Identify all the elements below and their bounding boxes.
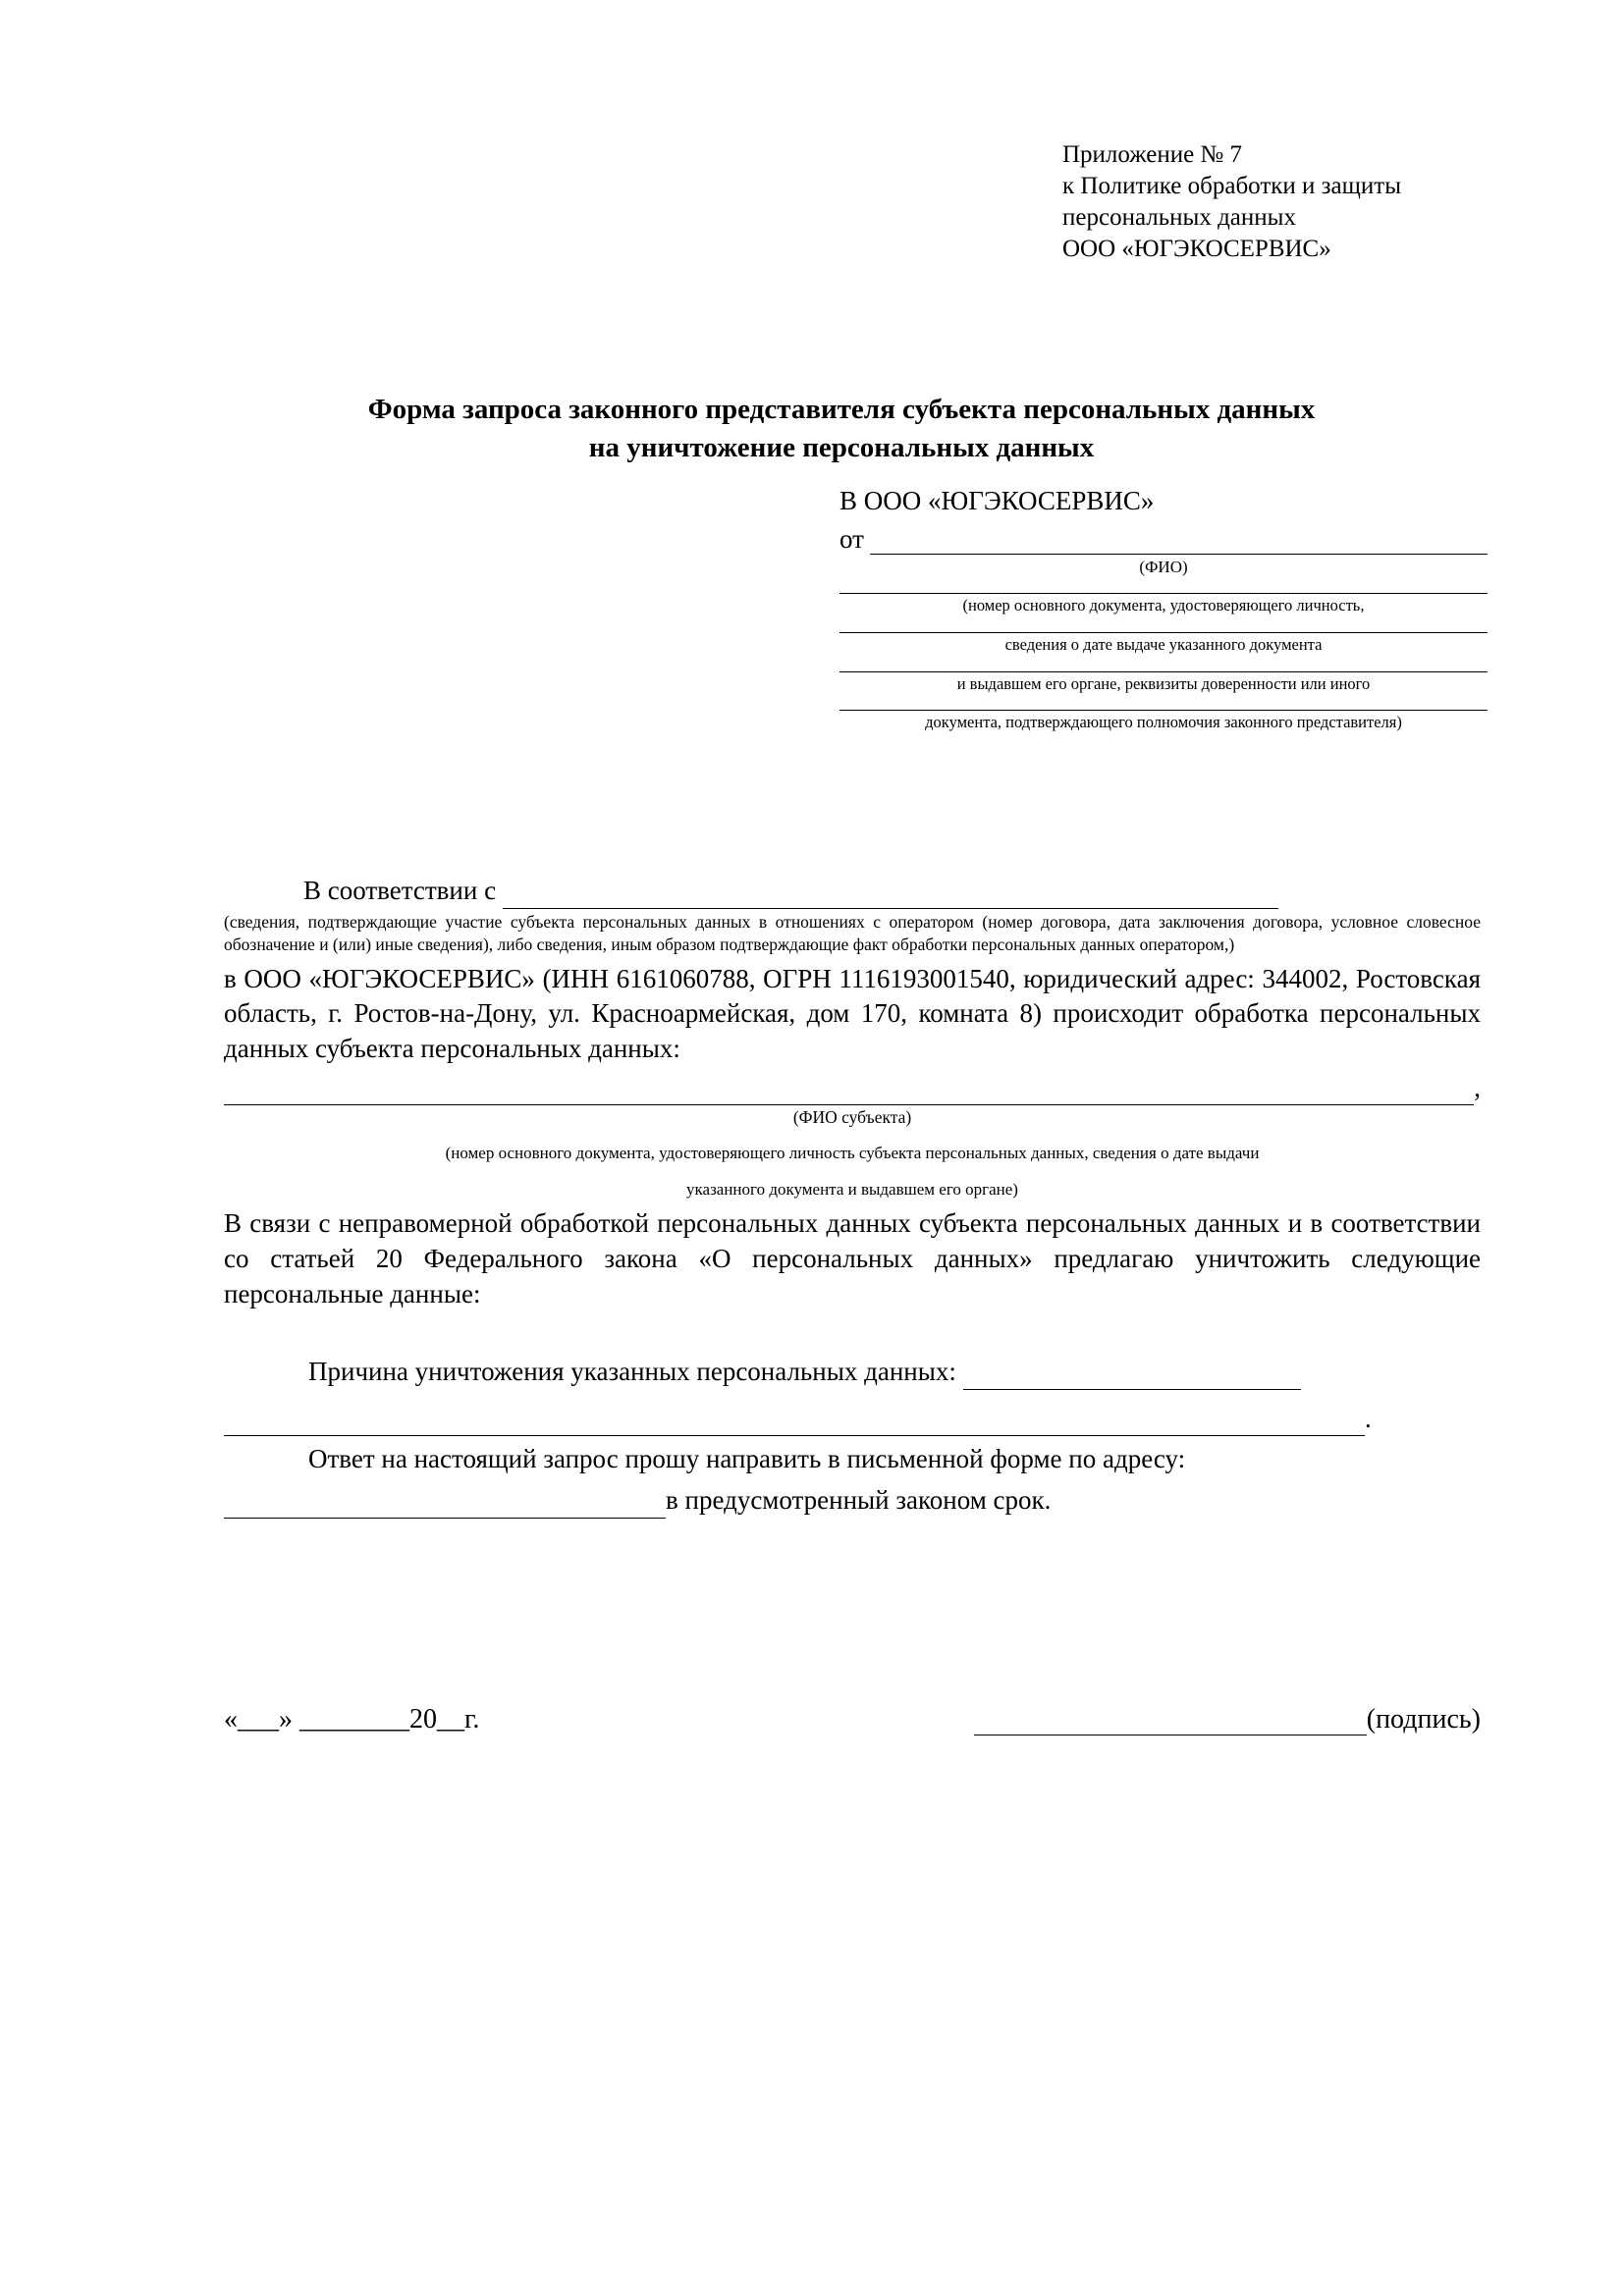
from-fio-input[interactable]	[870, 529, 1488, 555]
appendix-policy-line-1: к Политике обработки и защиты	[1062, 173, 1402, 199]
doc-power-caption: документа, подтверждающего полномочия законного представителя)	[925, 713, 1402, 732]
answer-paragraph: Ответ на настоящий запрос прошу направить в письменной форме по адресу:	[308, 1444, 1186, 1474]
addressee-block	[839, 486, 1488, 733]
document-body	[224, 874, 1481, 1519]
appendix-number: Приложение № 7	[1062, 141, 1243, 168]
title-line-1: Форма запроса законного представителя субъекта персональных данных	[367, 394, 1316, 425]
addressee-organization: В ООО «ЮГЭКОСЕРВИС»	[839, 486, 1155, 515]
doc-number-row	[839, 593, 1488, 594]
signature-caption: (подпись)	[1366, 1704, 1481, 1735]
appendix-header	[1062, 139, 1573, 265]
accordance-row	[224, 874, 1481, 909]
accordance-label: В соответствии с	[303, 876, 497, 905]
reason-end-dot: .	[1365, 1403, 1372, 1433]
answer-address-tail: в предусмотренный законом срок.	[666, 1485, 1052, 1516]
doc-organ-caption: и выдавшем его органе, реквизиты доверенности или иного	[956, 673, 1371, 693]
answer-address-input[interactable]	[224, 1496, 666, 1519]
reason-continue-row	[224, 1402, 1481, 1437]
signature-line[interactable]	[974, 1713, 1367, 1735]
operator-paragraph: в ООО «ЮГЭКОСЕРВИС» (ИНН 6161060788, ОГРН 1116193001540, юридический адрес: 344002, Ростовская область, г. Ростов-на-Дону, ул. Красноармейская, дом 170, комната 8) происходит обработка персональных данных субъекта персональных данных:	[224, 963, 1481, 1064]
request-paragraph: В связи с неправомерной обработкой персональных данных субъекта персональных данных и в соответствии со статьей 20 Федерального закона «О персональных данных» предлагаю уничтожить следующие персональные данные:	[224, 1208, 1481, 1308]
answer-address-row	[224, 1483, 1481, 1519]
accordance-note: (сведения, подтверждающие участие субъекта персональных данных в отношениях с оператором (номер договора, дата заключения договора, условное словесное обозначение и (или) иные сведения), либо сведения, иным образом подтверждающие факт обработки персональных данных оператором,)	[224, 911, 1481, 954]
from-fio-caption: (ФИО)	[1139, 558, 1188, 576]
doc-power-input[interactable]	[839, 710, 1488, 711]
subject-fio-comma: ,	[1474, 1072, 1481, 1102]
doc-power-row	[839, 710, 1488, 711]
subject-fio-input[interactable]	[224, 1083, 1474, 1105]
reason-input-2[interactable]	[224, 1414, 1365, 1436]
subject-doc-caption-2: указанного документа и выдавшем его органе)	[686, 1179, 1018, 1199]
doc-number-caption: (номер основного документа, удостоверяющего личность,	[962, 596, 1365, 615]
reason-input[interactable]	[963, 1367, 1301, 1390]
reason-label: Причина уничтожения указанных персональных данных:	[308, 1357, 956, 1387]
doc-organ-row	[839, 671, 1488, 672]
appendix-policy-line-2: персональных данных	[1062, 204, 1296, 231]
from-label: от	[839, 524, 864, 554]
subject-fio-caption: (ФИО субъекта)	[792, 1107, 912, 1128]
subject-fio-row	[224, 1071, 1481, 1106]
doc-organ-input[interactable]	[839, 671, 1488, 672]
page-title	[203, 391, 1480, 467]
reason-row	[224, 1355, 1481, 1390]
title-line-2: на уничтожение персональных данных	[588, 432, 1095, 464]
doc-number-input[interactable]	[839, 593, 1488, 594]
doc-date-row	[839, 632, 1488, 633]
doc-date-caption: сведения о дате выдаче указанного документа	[1004, 634, 1323, 654]
subject-doc-caption: (номер основного документа, удостоверяющего личность субъекта персональных данных, сведения о дате выдачи	[445, 1144, 1260, 1163]
accordance-input[interactable]	[503, 886, 1278, 909]
doc-date-input[interactable]	[839, 632, 1488, 633]
date-field[interactable]: «___» ________20__г.	[224, 1704, 480, 1735]
from-row	[839, 524, 1488, 555]
signature-row	[224, 1704, 1481, 1735]
signature-field[interactable]	[974, 1704, 1481, 1735]
appendix-company: ООО «ЮГЭКОСЕРВИС»	[1062, 236, 1331, 262]
